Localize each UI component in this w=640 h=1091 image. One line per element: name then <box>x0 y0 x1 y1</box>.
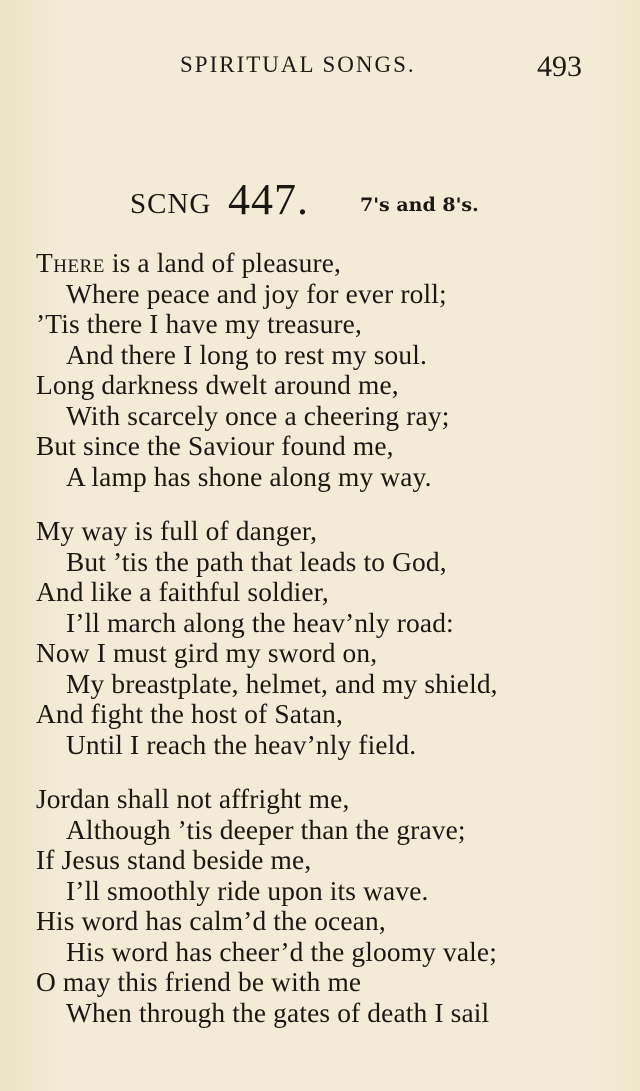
verse-line: But ’tis the path that leads to God, <box>66 546 447 577</box>
song-meter: 7's and 8's. <box>360 194 479 216</box>
song-label: SCNG <box>130 188 212 220</box>
verse-line: With scarcely once a cheering ray; <box>66 400 450 431</box>
verse-line: My way is full of danger, <box>36 516 318 546</box>
verse-line: I’ll smoothly ride upon its wave. <box>66 875 429 906</box>
verse-2 <box>36 516 616 760</box>
verse-3 <box>36 784 616 1028</box>
verse-line: O may this friend be with me <box>36 967 362 997</box>
page-number: 493 <box>537 50 582 83</box>
opening-word: There <box>36 248 105 278</box>
verse-line: But since the Saviour found me, <box>36 431 394 461</box>
verse-line: If Jesus stand beside me, <box>36 845 312 875</box>
verse-line: Where peace and joy for ever roll; <box>66 278 447 309</box>
running-title: SPIRITUAL SONGS. <box>180 52 416 77</box>
verse-line: My breastplate, helmet, and my shield, <box>66 668 498 699</box>
verse-line: And like a faithful soldier, <box>36 577 329 607</box>
verse-line: Although ’tis deeper than the grave; <box>66 814 466 845</box>
verse-line: Jordan shall not affright me, <box>36 784 350 814</box>
hymn-text <box>36 248 616 1052</box>
verse-line: A lamp has shone along my way. <box>66 461 432 492</box>
verse-line: I’ll march along the heav’nly road: <box>66 607 454 638</box>
verse-line: Now I must gird my sword on, <box>36 638 378 668</box>
verse-line: When through the gates of death I sail <box>66 997 490 1028</box>
opening-line-rest: is a land of pleasure, <box>104 248 342 278</box>
verse-line <box>36 248 616 279</box>
verse-line: Until I reach the heav’nly field. <box>66 729 417 760</box>
verse-line: ’Tis there I have my treasure, <box>36 309 362 339</box>
verse-line: And there I long to rest my soul. <box>66 339 427 370</box>
verse-line: Long darkness dwelt around me, <box>36 370 399 400</box>
song-heading <box>130 176 550 226</box>
verse-line: His word has cheer’d the gloomy vale; <box>66 936 498 967</box>
song-number: 447. <box>228 175 309 224</box>
verse-line: His word has calm’d the ocean, <box>36 906 386 936</box>
verse-1 <box>36 248 616 492</box>
verse-line: And fight the host of Satan, <box>36 699 343 729</box>
